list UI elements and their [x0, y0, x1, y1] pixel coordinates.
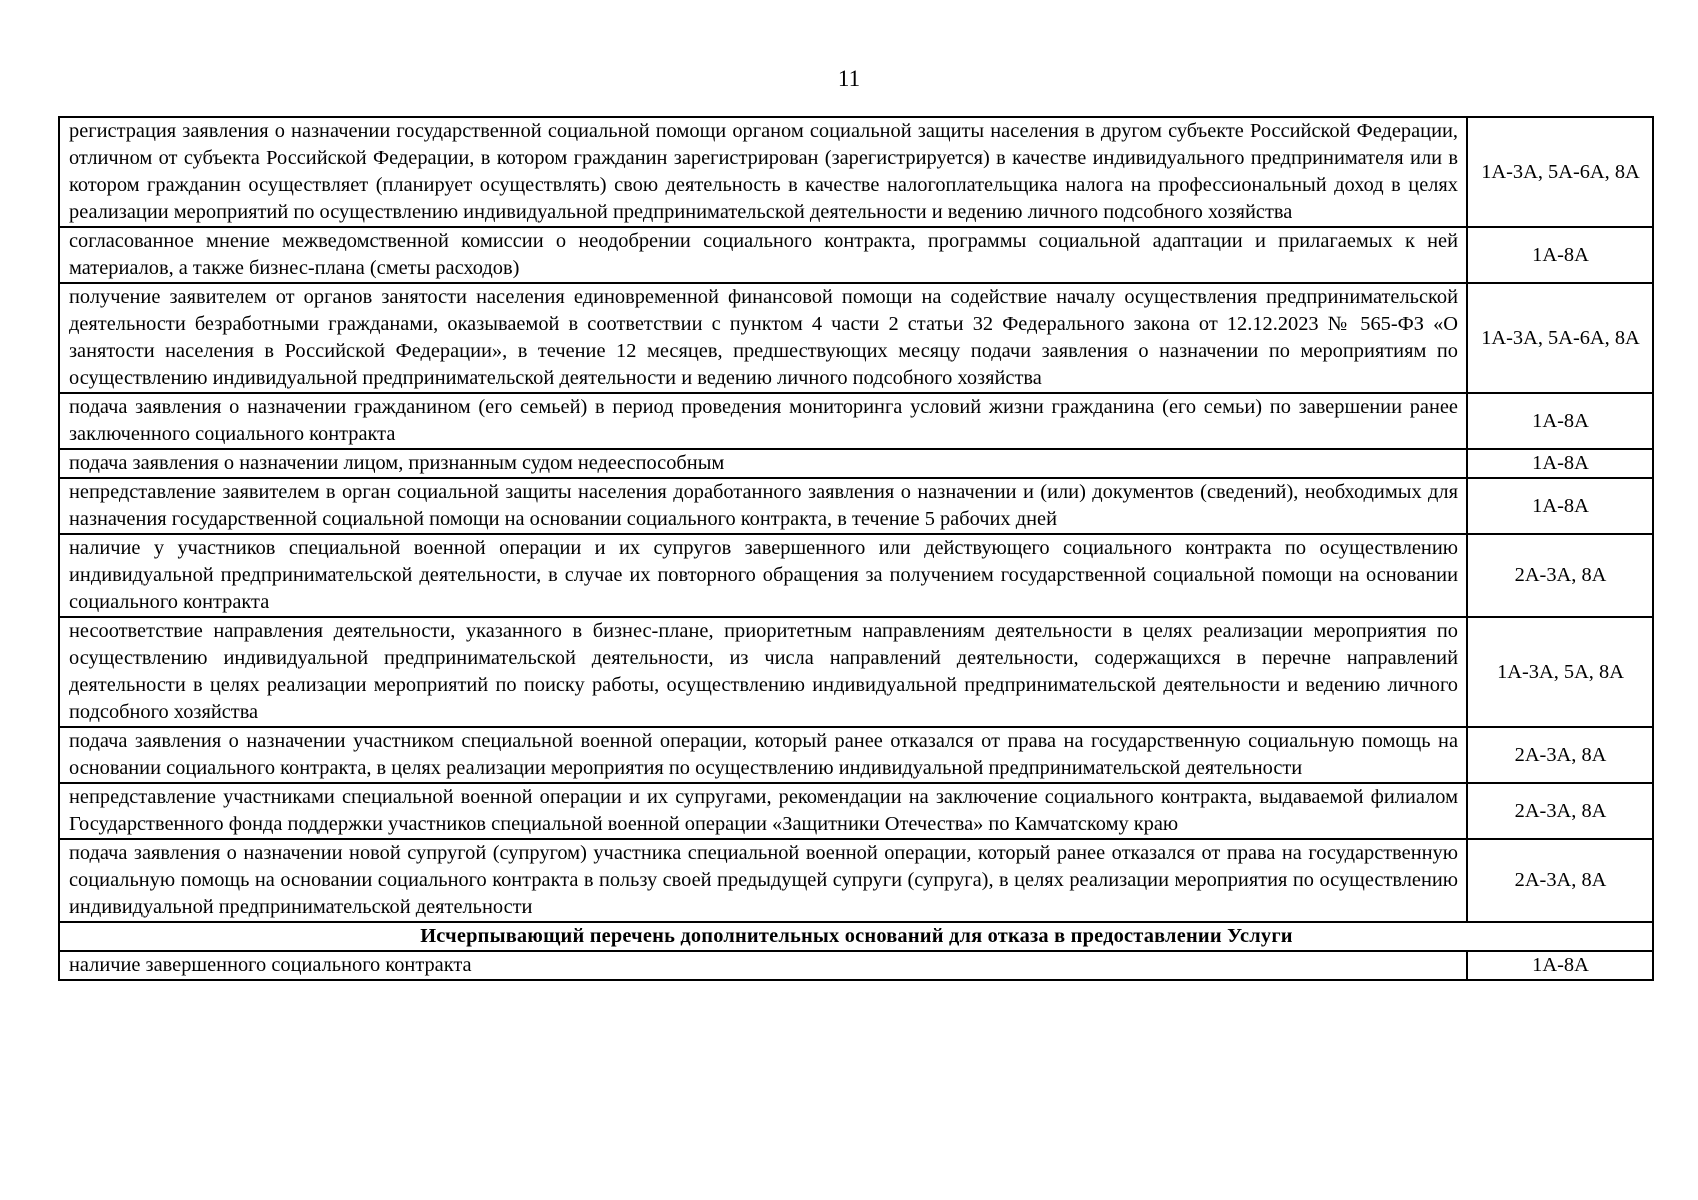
table-row [59, 117, 1653, 227]
table-row [59, 951, 1653, 980]
table-row [59, 393, 1653, 449]
ground-text: наличие у участников специальной военной операции и их супругов завершенного или действующего социального контракта по осуществлению индивидуальной предпринимательской деятельности, в случае их повторного обращения за получением государственной социальной помощи на основании социального контракта [59, 534, 1467, 617]
ground-text: непредставление заявителем в орган социальной защиты населения доработанного заявления о назначении и (или) документов (сведений), необходимых для назначения государственной социальной помощи на основании социального контракта, в течение 5 рабочих дней [59, 478, 1467, 534]
table-row [59, 283, 1653, 393]
section-heading: Исчерпывающий перечень дополнительных оснований для отказа в предоставлении Услуги [59, 922, 1653, 951]
variant-codes: 2А-3А, 8А [1467, 727, 1653, 783]
table-row [59, 839, 1653, 922]
page-number: 11 [837, 66, 861, 91]
table-row [59, 449, 1653, 478]
ground-text: подача заявления о назначении лицом, признанным судом недееспособным [59, 449, 1467, 478]
table-row [59, 727, 1653, 783]
table-row [59, 534, 1653, 617]
ground-text: непредставление участниками специальной военной операции и их супругами, рекомендации на заключение социального контракта, выдаваемой филиалом Государственного фонда поддержки участников специальной военной операции «Защитники Отечества» по Камчатскому краю [59, 783, 1467, 839]
ground-text: подача заявления о назначении участником специальной военной операции, который ранее отказался от права на государственную социальную помощь на основании социального контракта, в целях реализации мероприятия по осуществлению индивидуальной предпринимательской деятельности [59, 727, 1467, 783]
ground-text: несоответствие направления деятельности, указанного в бизнес-плане, приоритетным направлениям деятельности в целях реализации мероприятия по осуществлению индивидуальной предпринимательской деятельности, из числа направлений деятельности, содержащихся в перечне направлений деятельности в целях реализации мероприятий по поиску работы, осуществлению индивидуальной предпринимательской деятельности и ведению личного подсобного хозяйства [59, 617, 1467, 727]
variant-codes: 1А-8А [1467, 478, 1653, 534]
table-row [59, 478, 1653, 534]
ground-text: регистрация заявления о назначении государственной социальной помощи органом социальной защиты населения в другом субъекте Российской Федерации, отличном от субъекта Российской Федерации, в котором гражданин зарегистрирован (зарегистрируется) в качестве индивидуального предпринимателя или в котором гражданин осуществляет (планирует осуществлять) свою деятельность в качестве налогоплательщика налога на профессиональный доход в целях реализации мероприятий по осуществлению индивидуальной предпринимательской деятельности и ведению личного подсобного хозяйства [59, 117, 1467, 227]
variant-codes: 1А-8А [1467, 393, 1653, 449]
table-row [59, 617, 1653, 727]
variant-codes: 1А-3А, 5А-6А, 8А [1467, 117, 1653, 227]
ground-text: наличие завершенного социального контракта [59, 951, 1467, 980]
ground-text: подача заявления о назначении гражданином (его семьей) в период проведения мониторинга условий жизни гражданина (его семьи) по завершении ранее заключенного социального контракта [59, 393, 1467, 449]
variant-codes: 1А-3А, 5А, 8А [1467, 617, 1653, 727]
ground-text: согласованное мнение межведомственной комиссии о неодобрении социального контракта, программы социальной адаптации и прилагаемых к ней материалов, а также бизнес-плана (сметы расходов) [59, 227, 1467, 283]
ground-text: получение заявителем от органов занятости населения единовременной финансовой помощи на содействие началу осуществления предпринимательской деятельности безработными гражданами, оказываемой в соответствии с пунктом 4 части 2 статьи 32 Федерального закона от 12.12.2023 № 565-ФЗ «О занятости населения в Российской Федерации», в течение 12 месяцев, предшествующих месяцу подачи заявления о назначении по мероприятиям по осуществлению индивидуальной предпринимательской деятельности и ведению личного подсобного хозяйства [59, 283, 1467, 393]
table-row [59, 227, 1653, 283]
variant-codes: 1А-8А [1467, 227, 1653, 283]
table-row [59, 783, 1653, 839]
refusal-grounds-table [58, 116, 1654, 981]
variant-codes: 2А-3А, 8А [1467, 783, 1653, 839]
section-heading-row [59, 922, 1653, 951]
ground-text: подача заявления о назначении новой супругой (супругом) участника специальной военной операции, который ранее отказался от права на государственную социальную помощь на основании социального контракта в пользу своей предыдущей супруги (супруга), в целях реализации мероприятия по осуществлению индивидуальной предпринимательской деятельности [59, 839, 1467, 922]
variant-codes: 1А-8А [1467, 449, 1653, 478]
variant-codes: 1А-8А [1467, 951, 1653, 980]
variant-codes: 2А-3А, 8А [1467, 534, 1653, 617]
variant-codes: 2А-3А, 8А [1467, 839, 1653, 922]
variant-codes: 1А-3А, 5А-6А, 8А [1467, 283, 1653, 393]
